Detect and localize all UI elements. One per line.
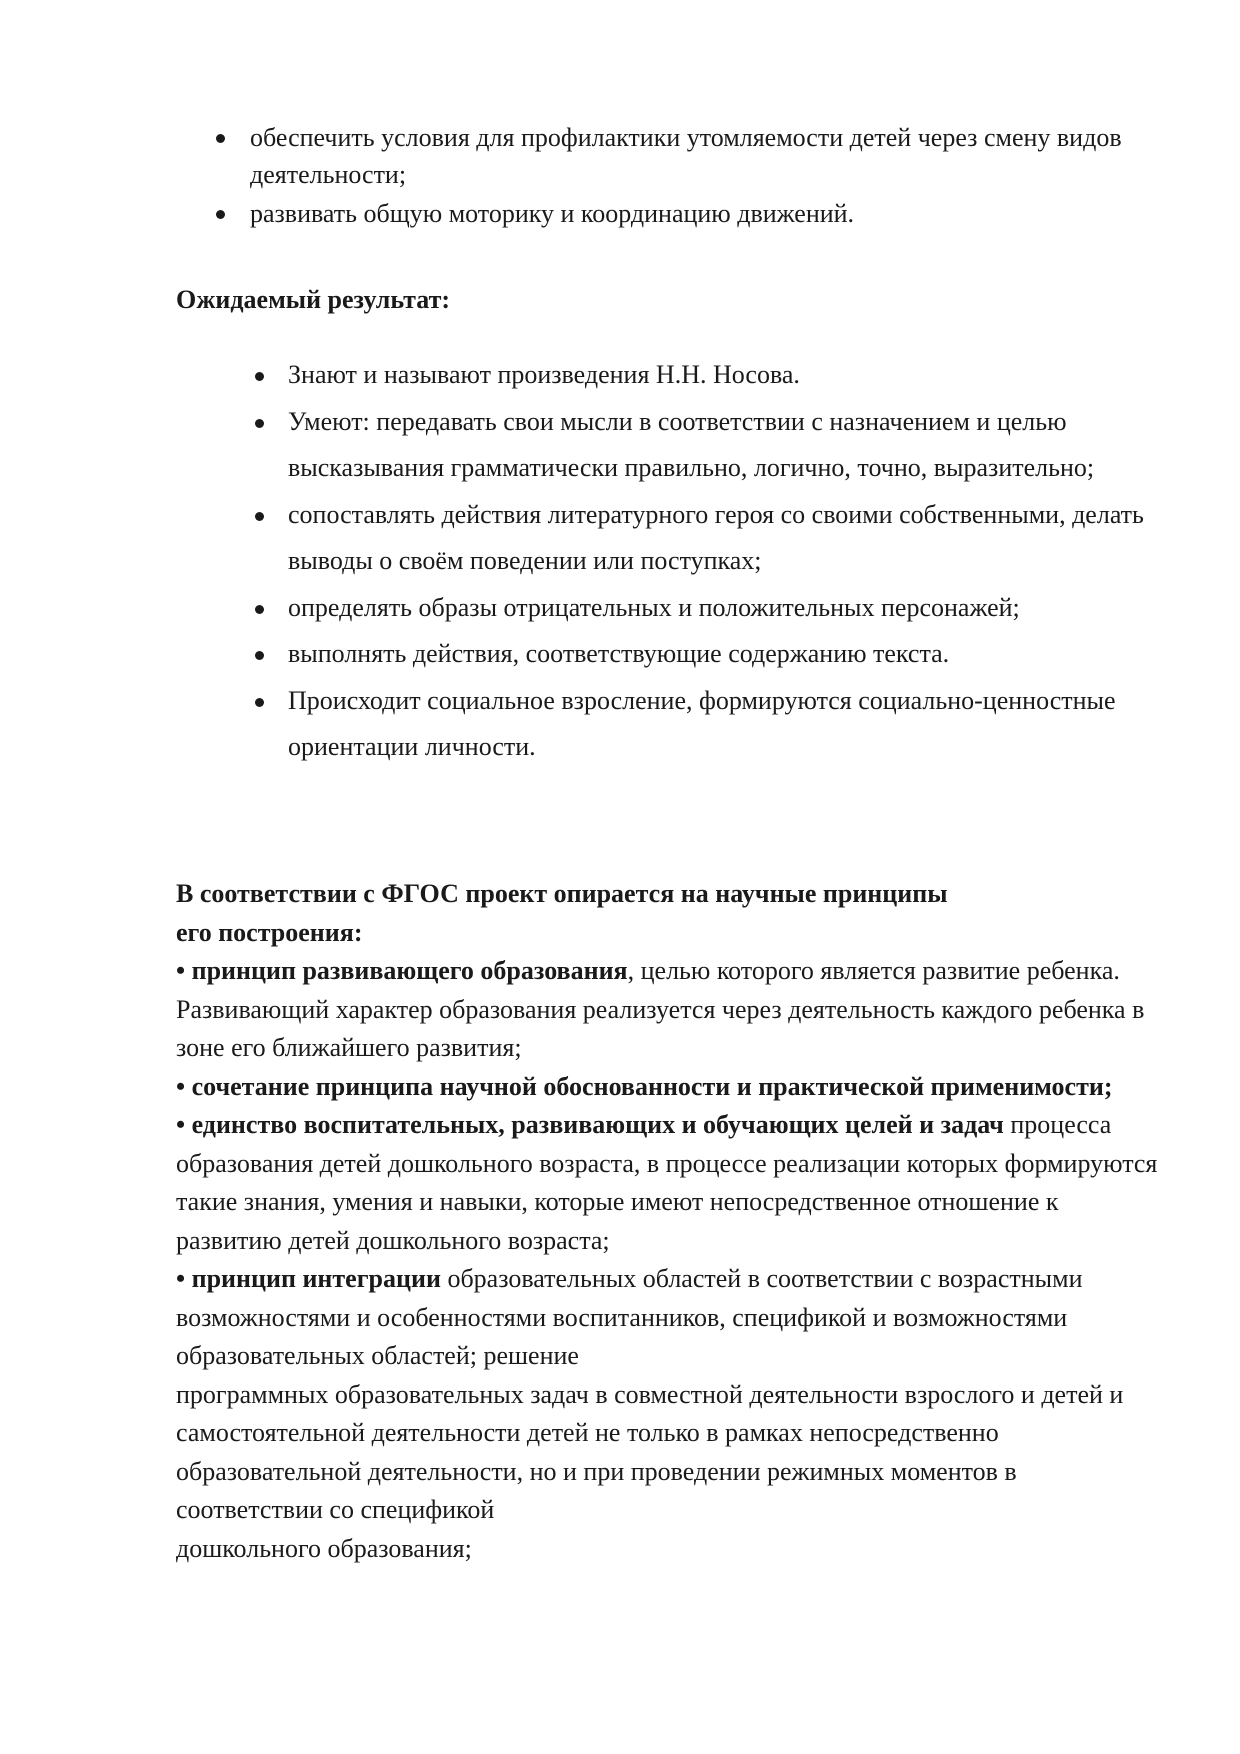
list-item: определять образы отрицательных и положительных персонажей; xyxy=(288,585,1148,632)
expected-result-heading: Ожидаемый результат: xyxy=(176,285,451,314)
list-item: выполнять действия, соответствующие содержанию текста. xyxy=(288,631,1148,678)
bullet-icon xyxy=(255,512,264,521)
list-item: обеспечить условия для профилактики утомляемости детей через смену видов деятельности; xyxy=(250,119,1170,193)
list-item: сопоставлять действия литературного героя со своими собственными, делать выводы о своём поведении или поступках; xyxy=(288,492,1148,585)
principle-scientific-practical: • сочетание принципа научной обоснованности и практической применимости; xyxy=(176,1071,1113,1101)
bullet-icon xyxy=(255,698,264,707)
goals-list xyxy=(250,119,1170,234)
principle-integration: • принцип интеграции образовательных областей в соответствии с возрастными возможностями и особенностями воспитанников, спецификой и возможностями образовательных областей; решение xyxy=(176,1264,1083,1370)
principles-section xyxy=(176,875,1166,1568)
list-item: Умеют: передавать свои мысли в соответствии с назначением и целью высказывания грамматически правильно, логично, точно, выразительно; xyxy=(288,399,1148,492)
bullet-icon xyxy=(255,419,264,428)
bullet-icon xyxy=(255,605,264,614)
bullet-icon xyxy=(216,134,225,143)
principle-unity-of-goals: • единство воспитательных, развивающих и обучающих целей и задач процесса образования детей дошкольного возраста, в процессе реализации которых формируются такие знания, умения и навыки, которые имеют непосредственное отношение к развитию детей дошкольного возраста; xyxy=(176,1110,1158,1255)
bullet-icon xyxy=(216,210,225,219)
bullet-icon xyxy=(255,651,264,660)
principle-developing-education: • принцип развивающего образования, целью которого является развитие ребенка. Развивающий характер образования реализуется через деятельность каждого ребенка в зоне его ближайшего развития; xyxy=(176,956,1145,1062)
principle-integration-continued: программных образовательных задач в совместной деятельности взрослого и детей и самостоятельной деятельности детей не только в рамках непосредственно образовательной деятельности, но и при проведении режимных моментов в соответствии со спецификой xyxy=(176,1379,1124,1524)
bullet-icon xyxy=(255,372,264,381)
principle-integration-end: дошкольного образования; xyxy=(176,1533,472,1563)
list-item: развивать общую моторику и координацию движений. xyxy=(250,195,1170,232)
expected-results-list xyxy=(288,352,1148,771)
principles-heading: В соответствии с ФГОС проект опирается на научные принципы его построения: xyxy=(176,879,948,947)
list-item: Происходит социальное взросление, формируются социально-ценностные ориентации личности. xyxy=(288,678,1148,771)
list-item: Знают и называют произведения Н.Н. Носова. xyxy=(288,352,1148,399)
